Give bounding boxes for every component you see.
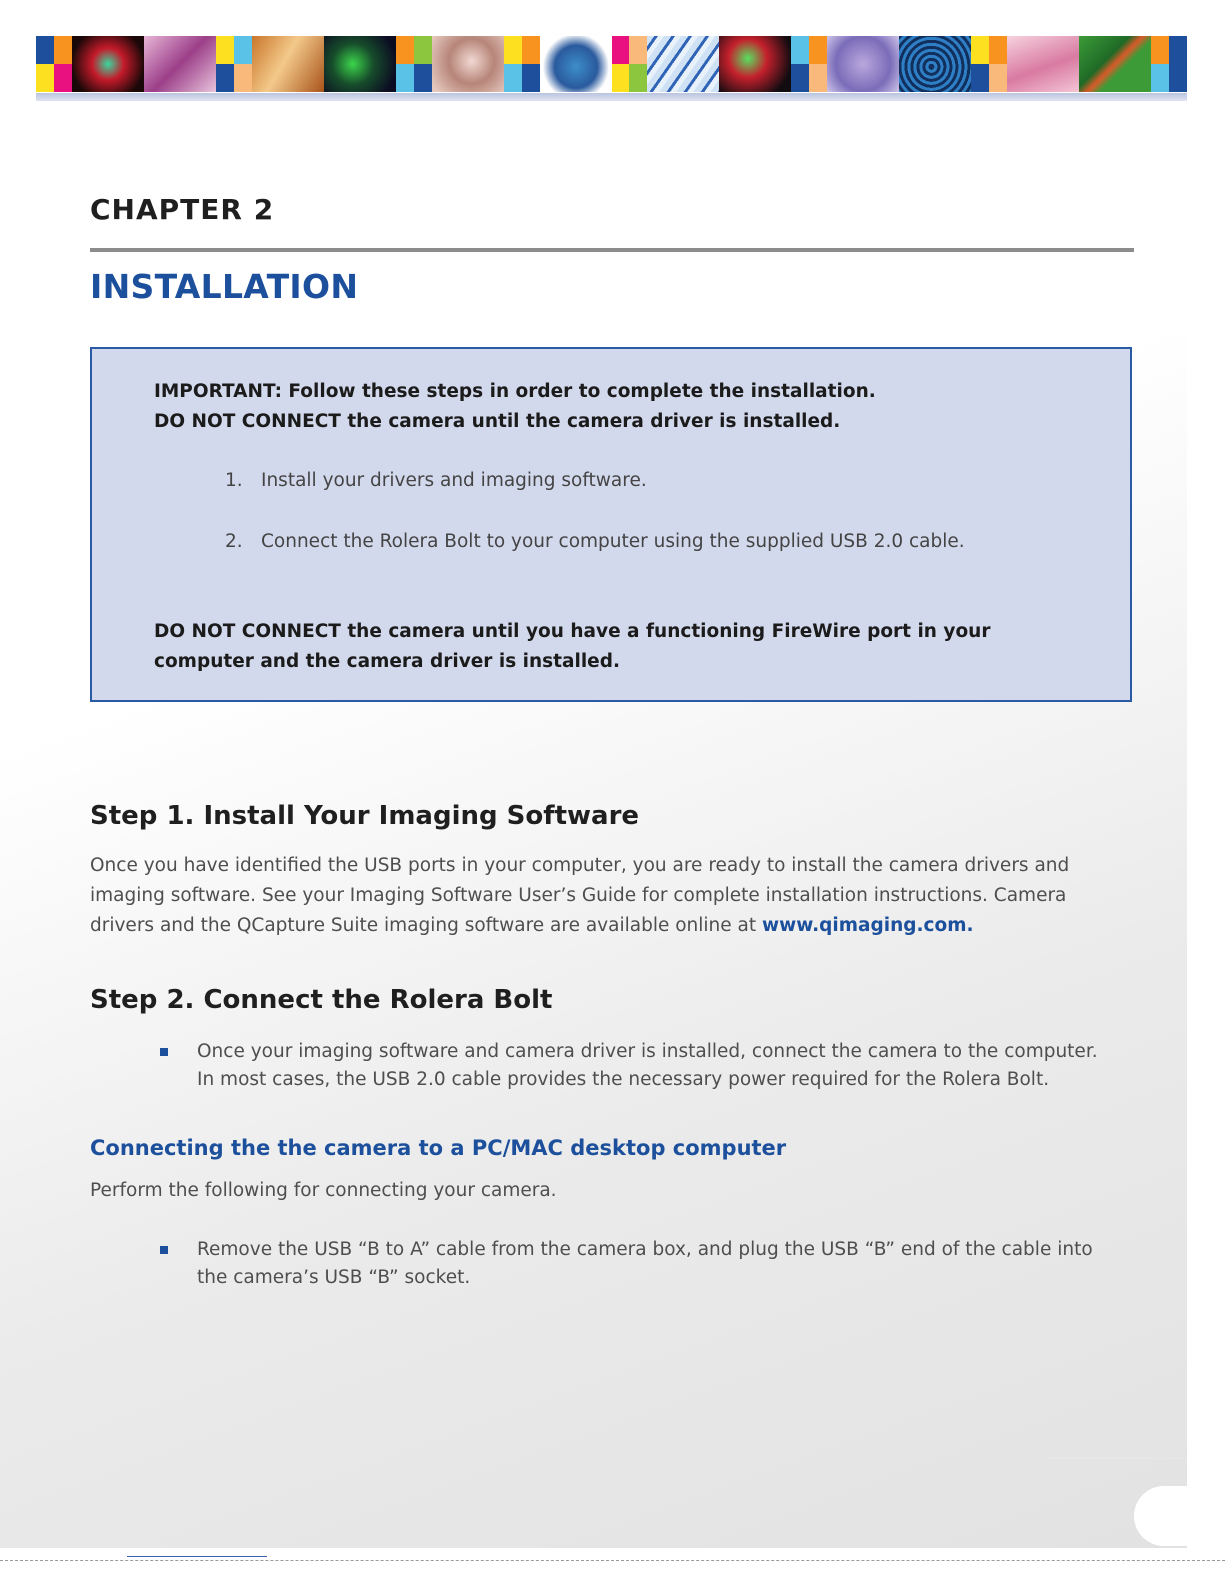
bottom-link-underline xyxy=(127,1556,267,1557)
bullet-square-icon xyxy=(160,1246,168,1254)
step-number: 1. xyxy=(225,470,243,491)
banner-image-vessels-green xyxy=(1079,36,1151,92)
page-edge-dashed-line xyxy=(0,1560,1225,1561)
step1-body xyxy=(90,851,1130,941)
install-step-1 xyxy=(225,470,647,491)
chapter-divider xyxy=(90,248,1134,252)
chapter-label: CHAPTER 2 xyxy=(90,193,275,226)
banner-tile xyxy=(396,36,432,92)
footer-divider xyxy=(1048,1458,1187,1459)
connecting-intro: Perform the following for connecting your camera. xyxy=(90,1180,557,1201)
firewire-warning xyxy=(154,617,1094,677)
banner-tile xyxy=(36,36,72,92)
important-notice-box xyxy=(90,347,1132,702)
connecting-subheading: Connecting the the camera to a PC/MAC desktop computer xyxy=(90,1136,787,1160)
important-line-2: DO NOT CONNECT the camera until the camera driver is installed. xyxy=(154,411,841,432)
banner-image-specimen-blue xyxy=(540,36,612,92)
banner-tile xyxy=(971,36,1007,92)
qimaging-link[interactable]: www.qimaging.com. xyxy=(762,915,974,936)
banner-image-cells-green xyxy=(324,36,396,92)
banner-tile xyxy=(504,36,540,92)
banner-image-tissue-rings xyxy=(432,36,504,92)
banner-image-fingerprint xyxy=(899,36,971,92)
bullet-text: Remove the USB “B to A” cable from the camera box, and plug the USB “B” end of the cable into the camera’s USB “B” socket. xyxy=(197,1239,1093,1288)
banner-tile xyxy=(1151,36,1187,92)
step-text: Install your drivers and imaging software. xyxy=(261,470,647,491)
warning-line-2: computer and the camera driver is installed. xyxy=(154,651,621,672)
step1-heading: Step 1. Install Your Imaging Software xyxy=(90,801,640,831)
step2-bullet xyxy=(160,1038,1120,1094)
banner-tile xyxy=(612,36,648,92)
step2-heading: Step 2. Connect the Rolera Bolt xyxy=(90,985,553,1015)
step-number: 2. xyxy=(225,531,243,552)
bullet-square-icon xyxy=(160,1048,168,1056)
step-text: Connect the Rolera Bolt to your computer using the supplied USB 2.0 cable. xyxy=(261,531,965,552)
important-text xyxy=(154,377,1094,437)
banner-image-cell-red xyxy=(72,36,144,92)
banner-tile xyxy=(791,36,827,92)
microscopy-image-banner xyxy=(36,36,1187,92)
banner-image-tissue-pink xyxy=(1007,36,1079,92)
connecting-bullet xyxy=(160,1236,1120,1292)
page-title: INSTALLATION xyxy=(90,267,359,306)
install-step-2 xyxy=(225,531,965,552)
banner-image-tissue-brown xyxy=(252,36,324,92)
page-number-tab xyxy=(1134,1486,1214,1546)
banner-underline xyxy=(36,93,1187,101)
banner-image-fibers-blue xyxy=(647,36,719,92)
bullet-text: Once your imaging software and camera driver is installed, connect the camera to the computer. In most cases, the USB 2.0 cable provides the necessary power required for the Rolera Bolt. xyxy=(197,1041,1098,1090)
warning-line-1: DO NOT CONNECT the camera until you have a functioning FireWire port in your xyxy=(154,621,991,642)
step1-body-text: Once you have identified the USB ports in your computer, you are ready to install the camera drivers and imaging software. See your Imaging Software User’s Guide for complete installation instructions. Camera drivers and the QCapture Suite imaging software are available online at xyxy=(90,855,1070,936)
banner-image-tissue-lavender xyxy=(827,36,899,92)
banner-image-tissue-purple xyxy=(144,36,216,92)
important-line-1: IMPORTANT: Follow these steps in order to complete the installation. xyxy=(154,381,876,402)
banner-tile xyxy=(216,36,252,92)
banner-image-cells-fluorescent xyxy=(719,36,791,92)
